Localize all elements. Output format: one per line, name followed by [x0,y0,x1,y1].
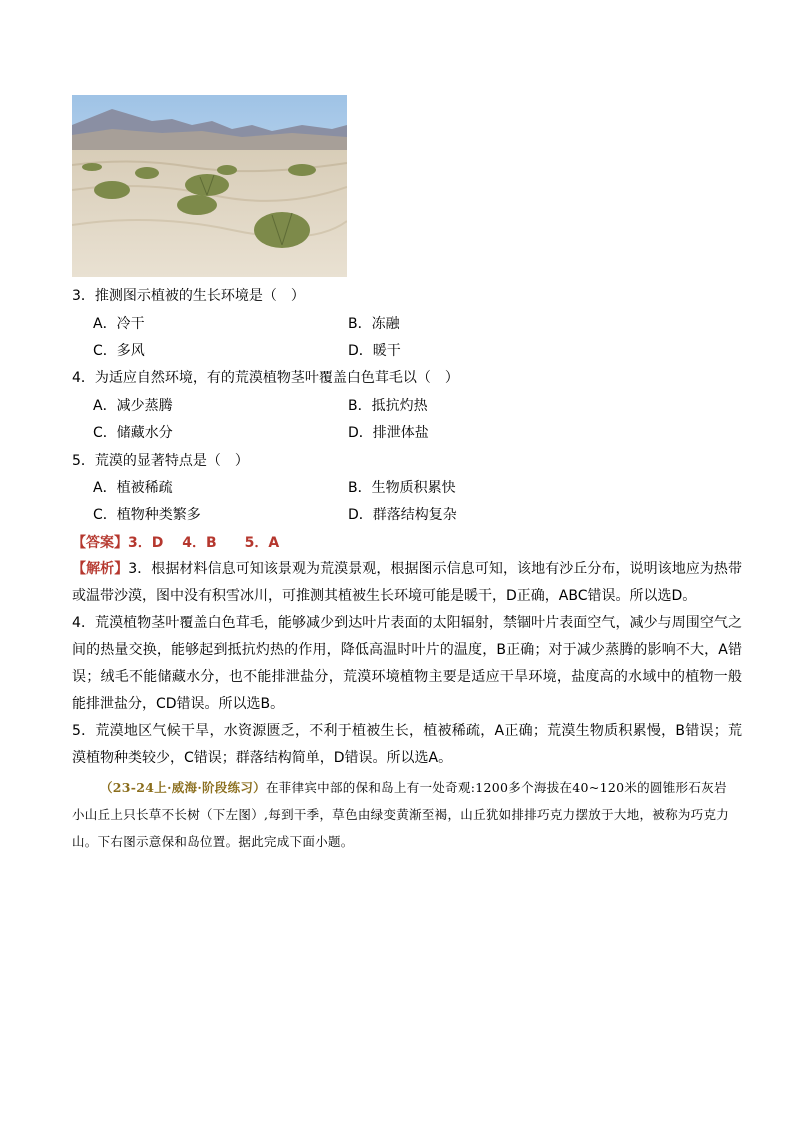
analysis-q3 [72,556,742,610]
question-5-stem: 5．荒漠的显著特点是（ ） [72,453,249,469]
question-5-option-c: C．植物种类繁多 [93,507,201,523]
question-4-option-d: D．排泄体盐 [348,425,429,441]
question-5-option-a: A．植被稀疏 [93,480,173,496]
material-text: 在菲律宾中部的保和岛上有一处奇观:1200多个海拔在40~120米的圆锥形石灰岩小山丘上只长草不长树（下左图）,每到干季，草色由绿变黄渐至褐，山丘犹如排排巧克力摆放于大地，被称为巧克力山。下右图示意保和岛位置。据此完成下面小题。 [72,780,730,849]
analysis-q4: 4．荒漠植物茎叶覆盖白色茸毛，能够减少到达叶片表面的太阳辐射，禁锢叶片表面空气，减少与周围空气之间的热量交换，能够起到抵抗灼热的作用，降低高温时叶片的温度，B正确；对于减少蒸腾的影响不大，A错误；绒毛不能储藏水分，也不能排泄盐分，荒漠环境植物主要是适应干旱环境，盐度高的水域中的植物一般能排泄盐分，CD错误。所以选B。 [72,615,742,712]
question-5-option-d: D．群落结构复杂 [348,507,457,523]
question-4-option-b: B．抵抗灼热 [348,398,428,414]
analysis-q5: 5．荒漠地区气候干旱，水资源匮乏，不利于植被生长，植被稀疏，A正确；荒漠生物质积累慢，B错误；荒漠植物种类较少，C错误；群落结构简单，D错误。所以选A。 [72,723,742,766]
question-4-option-a: A．减少蒸腾 [93,398,173,414]
answer-label: 【答案】 [72,535,128,551]
question-3-option-d: D．暖干 [348,343,401,359]
analysis-q3-text: 3．根据材料信息可知该景观为荒漠景观，根据图示信息可知，该地有沙丘分布，说明该地应为热带或温带沙漠，图中没有积雪冰川，可推测其植被生长环境可能是暖干，D正确，ABC错误。所以选D。 [72,561,743,604]
question-5-option-b: B．生物质积累快 [348,480,456,496]
answer-line [72,533,279,553]
question-4-stem: 4．为适应自然环境，有的荒漠植物茎叶覆盖白色茸毛以（ ） [72,370,459,386]
question-3-option-b: B．冻融 [348,316,400,332]
question-3-option-c: C．多风 [93,343,145,359]
material-passage [72,774,732,855]
question-4-option-c: C．储藏水分 [93,425,173,441]
analysis-label: 【解析】 [72,561,129,577]
question-3-stem: 3．推测图示植被的生长环境是（ ） [72,288,305,304]
source-tag: （23-24上·威海·阶段练习） [100,780,266,795]
desert-dune-photo [72,95,347,277]
question-3-option-a: A．冷干 [93,316,145,332]
answer-text: 3．D 4．B 5．A [128,535,280,551]
